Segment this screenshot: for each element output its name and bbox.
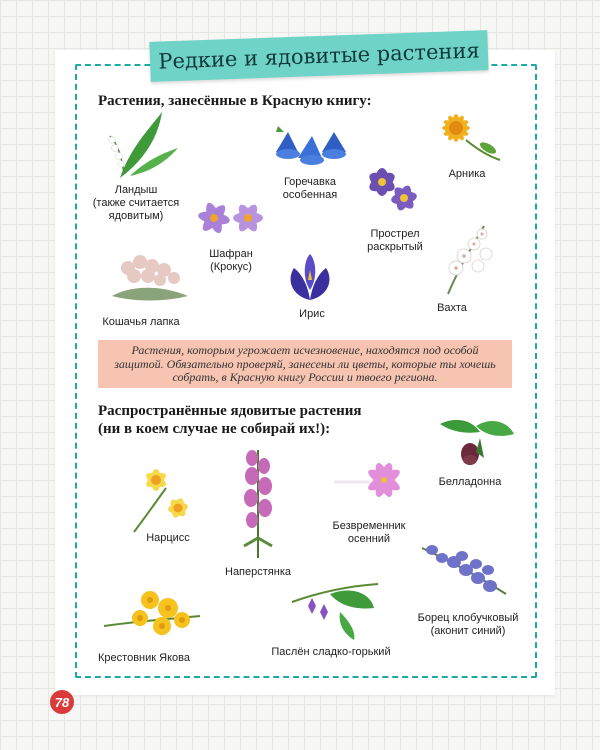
iris-image (282, 250, 338, 304)
foxglove-image (238, 442, 278, 560)
plant-label-paslen: Паслён сладко-горький (271, 646, 391, 658)
plant-label-iris: Ирис (299, 308, 325, 320)
plant-label-arnika: Арника (448, 168, 486, 180)
plant-label-gorechavka: Горечавка особенная (282, 176, 338, 201)
plant-label-nartsiss: Нарцисс (146, 532, 190, 544)
red-book-heading: Растения, занесённые в Красную книгу: (98, 93, 372, 109)
poisonous-heading: Распространённые ядовитые растения (ни в коем случае не собирай их!): (98, 403, 362, 437)
narcissus-image (126, 462, 196, 534)
plant-label-krestovnik: Крестовник Якова (98, 652, 190, 664)
notice-box (98, 340, 512, 388)
crocus-image (192, 192, 270, 244)
plant-label-landysh: Ландыш (также считается ядовитым) (92, 184, 180, 222)
plant-label-borets: Борец клобучковый (аконит синий) (417, 612, 519, 637)
page-title: Редкие и ядовитые растения (157, 38, 481, 74)
ragwort-image (100, 586, 204, 646)
bogbean-image (434, 220, 502, 296)
pasqueflower-image (362, 160, 424, 222)
notice-text: Растения, которым угрожает исчезновение, находятся под особой защитой. Обязательно проверяй, занесены ли цветы, которые ты хочешь собрать, в Красную книгу России и твоего региона. (114, 343, 496, 384)
cats-foot-image (104, 250, 192, 304)
plant-label-shafran: Шафран (Крокус) (209, 248, 253, 273)
page-number: 78 (50, 690, 74, 714)
belladonna-image (436, 412, 516, 472)
plant-label-belladonna: Белладонна (438, 476, 502, 488)
arnica-image (428, 102, 504, 164)
plant-label-naperstyanka: Наперстянка (225, 566, 291, 578)
gentian-image (268, 122, 352, 170)
plant-label-bezvremennik: Безвременник осенний (332, 520, 406, 545)
plant-label-prostrel: Прострел раскрытый (367, 228, 423, 253)
plant-label-koshachya: Кошачья лапка (102, 316, 180, 328)
lily-of-the-valley-image (100, 108, 180, 180)
plant-label-vakhta: Вахта (437, 302, 467, 314)
autumn-crocus-image (330, 458, 410, 504)
monkshood-image (418, 540, 508, 604)
bittersweet-nightshade-image (290, 572, 380, 642)
